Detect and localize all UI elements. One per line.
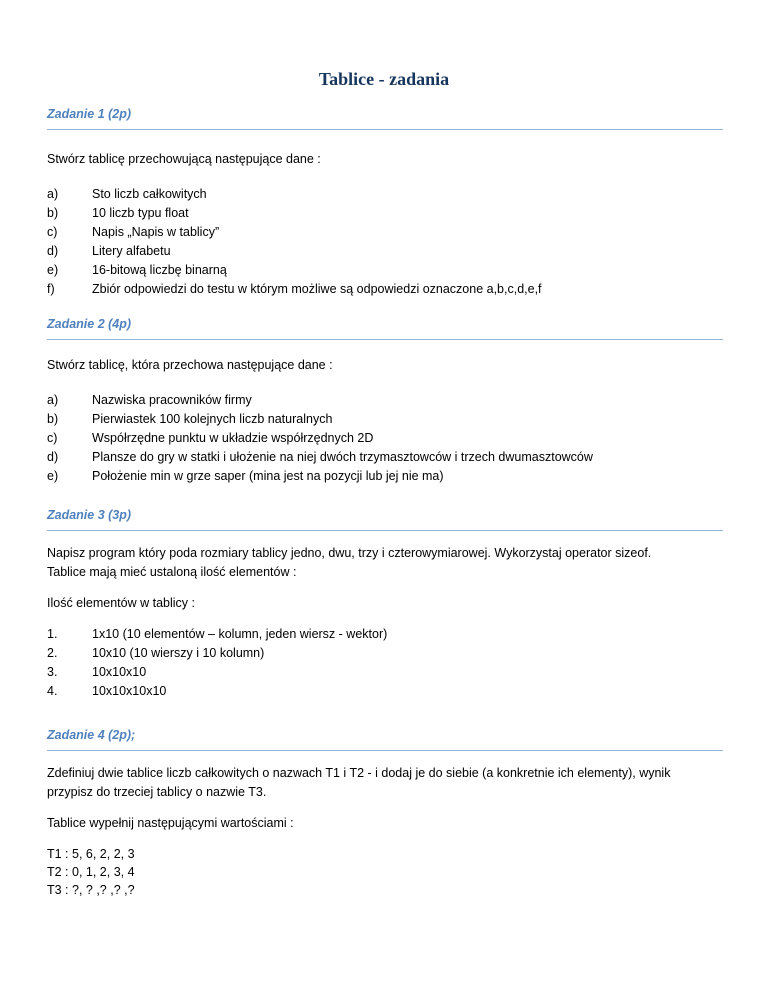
list-item-text: Plansze do gry w statki i ułożenie na niej dwóch trzymasztowców i trzech dwumasztowców (92, 450, 593, 464)
list-item-text: Współrzędne punktu w układzie współrzędnych 2D (92, 431, 374, 445)
task-4 (47, 725, 723, 899)
list-marker: b) (47, 206, 59, 220)
list-item-text: Litery alfabetu (92, 244, 171, 258)
list-item (47, 223, 723, 242)
task-intro: przypisz do trzeciej tablicy o nazwie T3. (47, 785, 267, 799)
list-marker: a) (47, 187, 59, 201)
section-divider (47, 530, 723, 531)
list-item-text: 10x10x10 (92, 665, 147, 679)
list-item-text: Napis „Napis w tablicy” (92, 225, 220, 239)
task-intro: Stwórz tablicę, która przechowa następujące dane : (47, 358, 333, 372)
task-list (47, 391, 723, 486)
task-intro: Zdefiniuj dwie tablice liczb całkowitych o nazwach T1 i T2 - i dodaj je do siebie (a konkretnie ich elementy), wynik (47, 766, 671, 780)
array-value-line: T2 : 0, 1, 2, 3, 4 (47, 865, 135, 879)
list-item-text: 10x10 (10 wierszy i 10 kolumn) (92, 646, 265, 660)
list-marker: 4. (47, 684, 58, 698)
list-marker: b) (47, 412, 59, 426)
list-item (47, 261, 723, 280)
task-intro: Stwórz tablicę przechowującą następujące dane : (47, 152, 321, 166)
section-divider (47, 129, 723, 130)
list-item (47, 429, 723, 448)
list-marker: c) (47, 225, 58, 239)
list-item-text: Pierwiastek 100 kolejnych liczb naturalnych (92, 412, 333, 426)
list-marker: c) (47, 431, 58, 445)
list-item (47, 391, 723, 410)
list-marker: 3. (47, 665, 58, 679)
list-marker: e) (47, 263, 59, 277)
section-divider (47, 750, 723, 751)
list-item (47, 410, 723, 429)
list-item (47, 448, 723, 467)
list-marker: a) (47, 393, 59, 407)
list-item (47, 663, 723, 682)
list-item-text: Nazwiska pracowników firmy (92, 393, 252, 407)
list-marker: e) (47, 469, 59, 483)
section-divider (47, 339, 723, 340)
task-heading: Zadanie 2 (4p) (47, 317, 132, 331)
array-value-line: T1 : 5, 6, 2, 2, 3 (47, 847, 135, 861)
task-heading: Zadanie 3 (3p) (47, 508, 132, 522)
list-marker: 2. (47, 646, 58, 660)
task-intro: Napisz program który poda rozmiary tablicy jedno, dwu, trzy i czterowymiarowej. Wykorzystaj operator sizeof. (47, 546, 652, 560)
task-list (47, 185, 723, 299)
list-item (47, 682, 723, 701)
list-item-text: Zbiór odpowiedzi do testu w którym możliwe są odpowiedzi oznaczone a,b,c,d,e,f (92, 282, 542, 296)
document-title: Tablice - zadania (318, 69, 450, 89)
list-item-text: 10x10x10x10 (92, 684, 167, 698)
task-subtext: Ilość elementów w tablicy : (47, 596, 195, 610)
list-item (47, 467, 723, 486)
list-item-text: 10 liczb typu float (92, 206, 189, 220)
list-marker: d) (47, 450, 59, 464)
list-item-text: Położenie min w grze saper (mina jest na pozycji lub jej nie ma) (92, 469, 444, 483)
list-item (47, 185, 723, 204)
task-subtext: Tablice wypełnij następującymi wartościami : (47, 816, 294, 830)
task-list (47, 625, 723, 701)
list-item (47, 280, 723, 299)
task-3 (47, 505, 723, 701)
list-item (47, 242, 723, 261)
list-marker: d) (47, 244, 59, 258)
list-item (47, 204, 723, 223)
list-item (47, 625, 723, 644)
list-item (47, 644, 723, 663)
task-heading: Zadanie 4 (2p); (47, 728, 136, 742)
task-intro: Tablice mają mieć ustaloną ilość elementów : (47, 565, 297, 579)
task-2 (47, 314, 723, 486)
list-item-text: 1x10 (10 elementów – kolumn, jeden wiersz - wektor) (92, 627, 388, 641)
array-values (47, 845, 723, 899)
task-1 (47, 104, 723, 299)
list-marker: 1. (47, 627, 58, 641)
list-item-text: 16-bitową liczbę binarną (92, 263, 227, 277)
array-value-line: T3 : ?, ? ,? ,? ,? (47, 883, 135, 897)
list-marker: f) (47, 282, 55, 296)
task-heading: Zadanie 1 (2p) (47, 107, 132, 121)
list-item-text: Sto liczb całkowitych (92, 187, 207, 201)
